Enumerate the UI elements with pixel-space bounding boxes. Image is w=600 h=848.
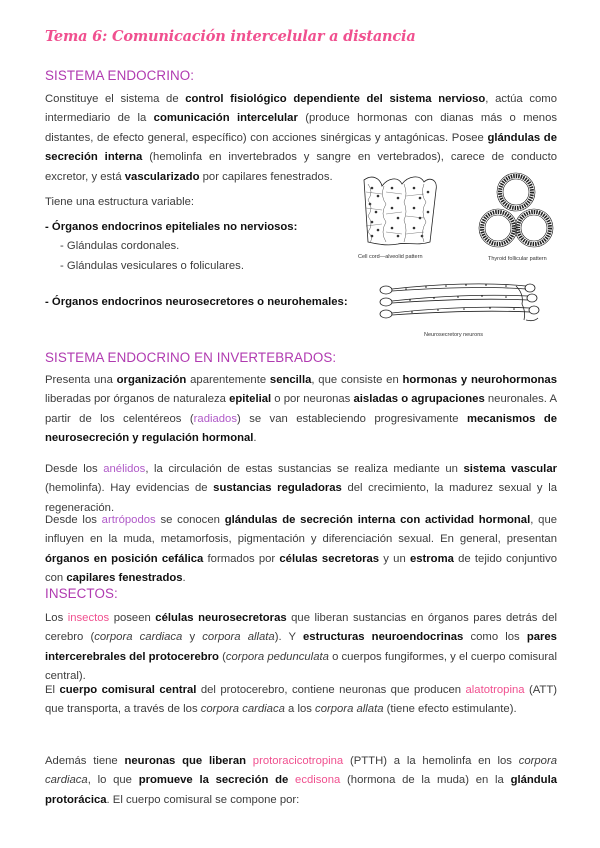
cell-cord-illustration xyxy=(358,172,442,248)
caption-thyroid: Thyroid follicular pattern xyxy=(488,256,547,262)
heading-invertebrados: SISTEMA ENDOCRINO EN INVERTEBRADOS: xyxy=(45,350,337,365)
paragraph-insectos: Los insectos poseen células neurosecretoras que liberan sustancias en órganos pares detrás del cerebro (corpora cardiaca y corpora allata). Y estructuras neuroendocrinas como los pares intercerebrales del protocerebro (corpora pedunculata o cuerpos fungiformes, y el cuerpo comisural central). xyxy=(45,612,557,683)
paragraph-invertebrados-organizacion: Presenta una organización aparentemente sencilla, que consiste en hormonas y neurohormonas liberadas por órganos de naturaleza epitelial o por neuronas aisladas o agrupaciones neuronales. A partir de los celentéreos (radiados) se van estableciendo progresivamente mecanismos de neurosecreción y regulación hormonal. xyxy=(45,374,557,445)
paragraph-endocrino-definition: Constituye el sistema de control fisiológico dependiente del sistema nervioso, actúa como intermediario de la comunicación intercelular (produce hormonas con dianas más o menos distantes, de efecto general, específico) con acciones sinérgicas y antagónicas. Posee glándulas de secreción interna (hemolinfa en invertebrados y sangre en vertebrados), carece de conducto excretor, y está vascularizado por capilares fenestrados. xyxy=(45,93,558,183)
thyroid-follicle-illustration xyxy=(476,170,556,250)
paragraph-cuerpo-comisural: El cuerpo comisural central del protocerebro, contiene neuronas que producen alatotropina (ATT) que transporta, a través de los corpora cardiaca a los corpora allata (tiene efecto estimulante). xyxy=(45,684,557,716)
page-title: Tema 6: Comunicación intercelular a distancia xyxy=(45,28,416,45)
heading-sistema-endocrino: SISTEMA ENDOCRINO: xyxy=(45,68,195,83)
paragraph-neuronas-ptth: Además tiene neuronas que liberan protoracicotropina (PTTH) a la hemolinfa en los corpora cardiaca, lo que promueve la secreción de ecdisona (hormona de la muda) en la glándula protorácica. El cuerpo comisural se compone por: xyxy=(45,755,558,806)
list-item-neurosecretores: - Órganos endocrinos neurosecretores o neurohemales: xyxy=(45,296,348,308)
list-subitem-cordonales: - Glándulas cordonales. xyxy=(60,240,180,252)
heading-insectos: INSECTOS: xyxy=(45,586,118,601)
paragraph-anelidos: Desde los anélidos, la circulación de estas sustancias se realiza mediante un sistema vascular (hemolinfa). Hay evidencias de sustancias reguladoras del crecimiento, la madurez sexual y la regeneración. xyxy=(45,463,557,514)
caption-cell-cord: Cell cord—alveolid pattern xyxy=(358,254,423,260)
list-item-epiteliales: - Órganos endocrinos epiteliales no nerviosos: xyxy=(45,221,298,233)
text-estructura: Tiene una estructura variable: xyxy=(45,196,195,208)
caption-neurosecretory: Neurosecretory neurons xyxy=(424,332,484,338)
paragraph-artropodos: Desde los artrópodos se conocen glándulas de secreción interna con actividad hormonal, que influyen en la muda, metamorfosis, pigmentación y diferenciación sexual. En general, presentan órganos en posición cefálica formados por células secretoras y un estroma de tejido conjuntivo con capilares fenestrados. xyxy=(45,514,558,585)
list-subitem-vesiculares: - Glándulas vesiculares o foliculares. xyxy=(60,260,244,272)
neurosecretory-neurons-illustration xyxy=(376,280,544,326)
